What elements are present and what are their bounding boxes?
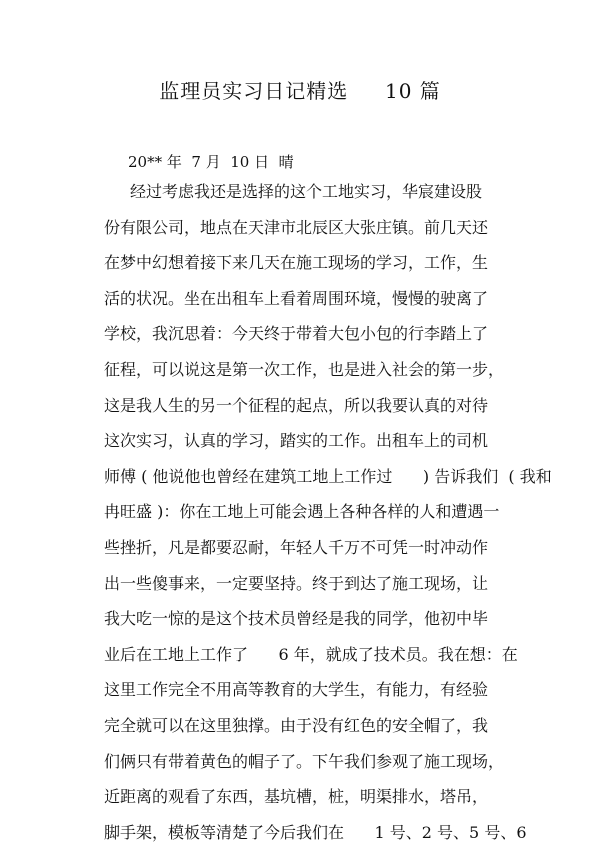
body-line: 活的状况。坐在出租车上看着周围环境，慢慢的驶离了 bbox=[104, 289, 489, 308]
body-line: 征程，可以说这是第一次工作，也是进入社会的第一步， bbox=[104, 360, 505, 379]
body-line: 在梦中幻想着接下来几天在施工现场的学习，工作，生 bbox=[104, 253, 489, 272]
body-line: 这次实习，认真的学习，踏实的工作。出租车上的司机 bbox=[104, 431, 489, 450]
body-line: 些挫折，凡是都要忍耐，年轻人千万不可凭一时冲动作 bbox=[104, 538, 489, 557]
body-line: 经过考虑我还是选择的这个工地实习，华宸建设股 bbox=[130, 182, 483, 201]
body-line: 完全就可以在这里独撑。由于没有红色的安全帽了，我 bbox=[104, 716, 489, 735]
body-line: 这是我人生的另一个征程的起点，所以我要认真的对待 bbox=[104, 396, 489, 415]
body-line: 业后在工地上工作了 6 年，就成了技术员。我在想：在 bbox=[104, 645, 518, 664]
body-line: 份有限公司，地点在天津市北辰区大张庄镇。前几天还 bbox=[104, 218, 489, 237]
body-line: 这里工作完全不用高等教育的大学生，有能力，有经验 bbox=[104, 680, 489, 699]
body-line: 出一些傻事来，一定要坚持。终于到达了施工现场，让 bbox=[104, 574, 489, 593]
body-line: 学校，我沉思着：今天终于带着大包小包的行李踏上了 bbox=[104, 324, 489, 343]
body-line: 脚手架，模板等清楚了今后我们在 1 号、2 号、5 号、6 bbox=[104, 823, 527, 842]
page-title: 监理员实习日记精选 10 篇 bbox=[159, 79, 441, 103]
body-line: 们俩只有带着黄色的帽子了。下午我们参观了施工现场， bbox=[104, 752, 505, 771]
diary-date-line: 20** 年 7 月 10 日 晴 bbox=[128, 153, 294, 171]
body-line: 师傅 ( 他说他也曾经在建筑工地上工作过 ) 告诉我们 ( 我和 bbox=[104, 467, 552, 486]
body-line: 我大吃一惊的是这个技术员曾经是我的同学，他初中毕 bbox=[104, 609, 489, 628]
body-line: 冉旺盛 )：你在工地上可能会遇上各种各样的人和遭遇一 bbox=[104, 502, 500, 521]
body-line: 近距离的观看了东西，基坑槽，桩，明渠排水，塔吊， bbox=[104, 787, 489, 806]
